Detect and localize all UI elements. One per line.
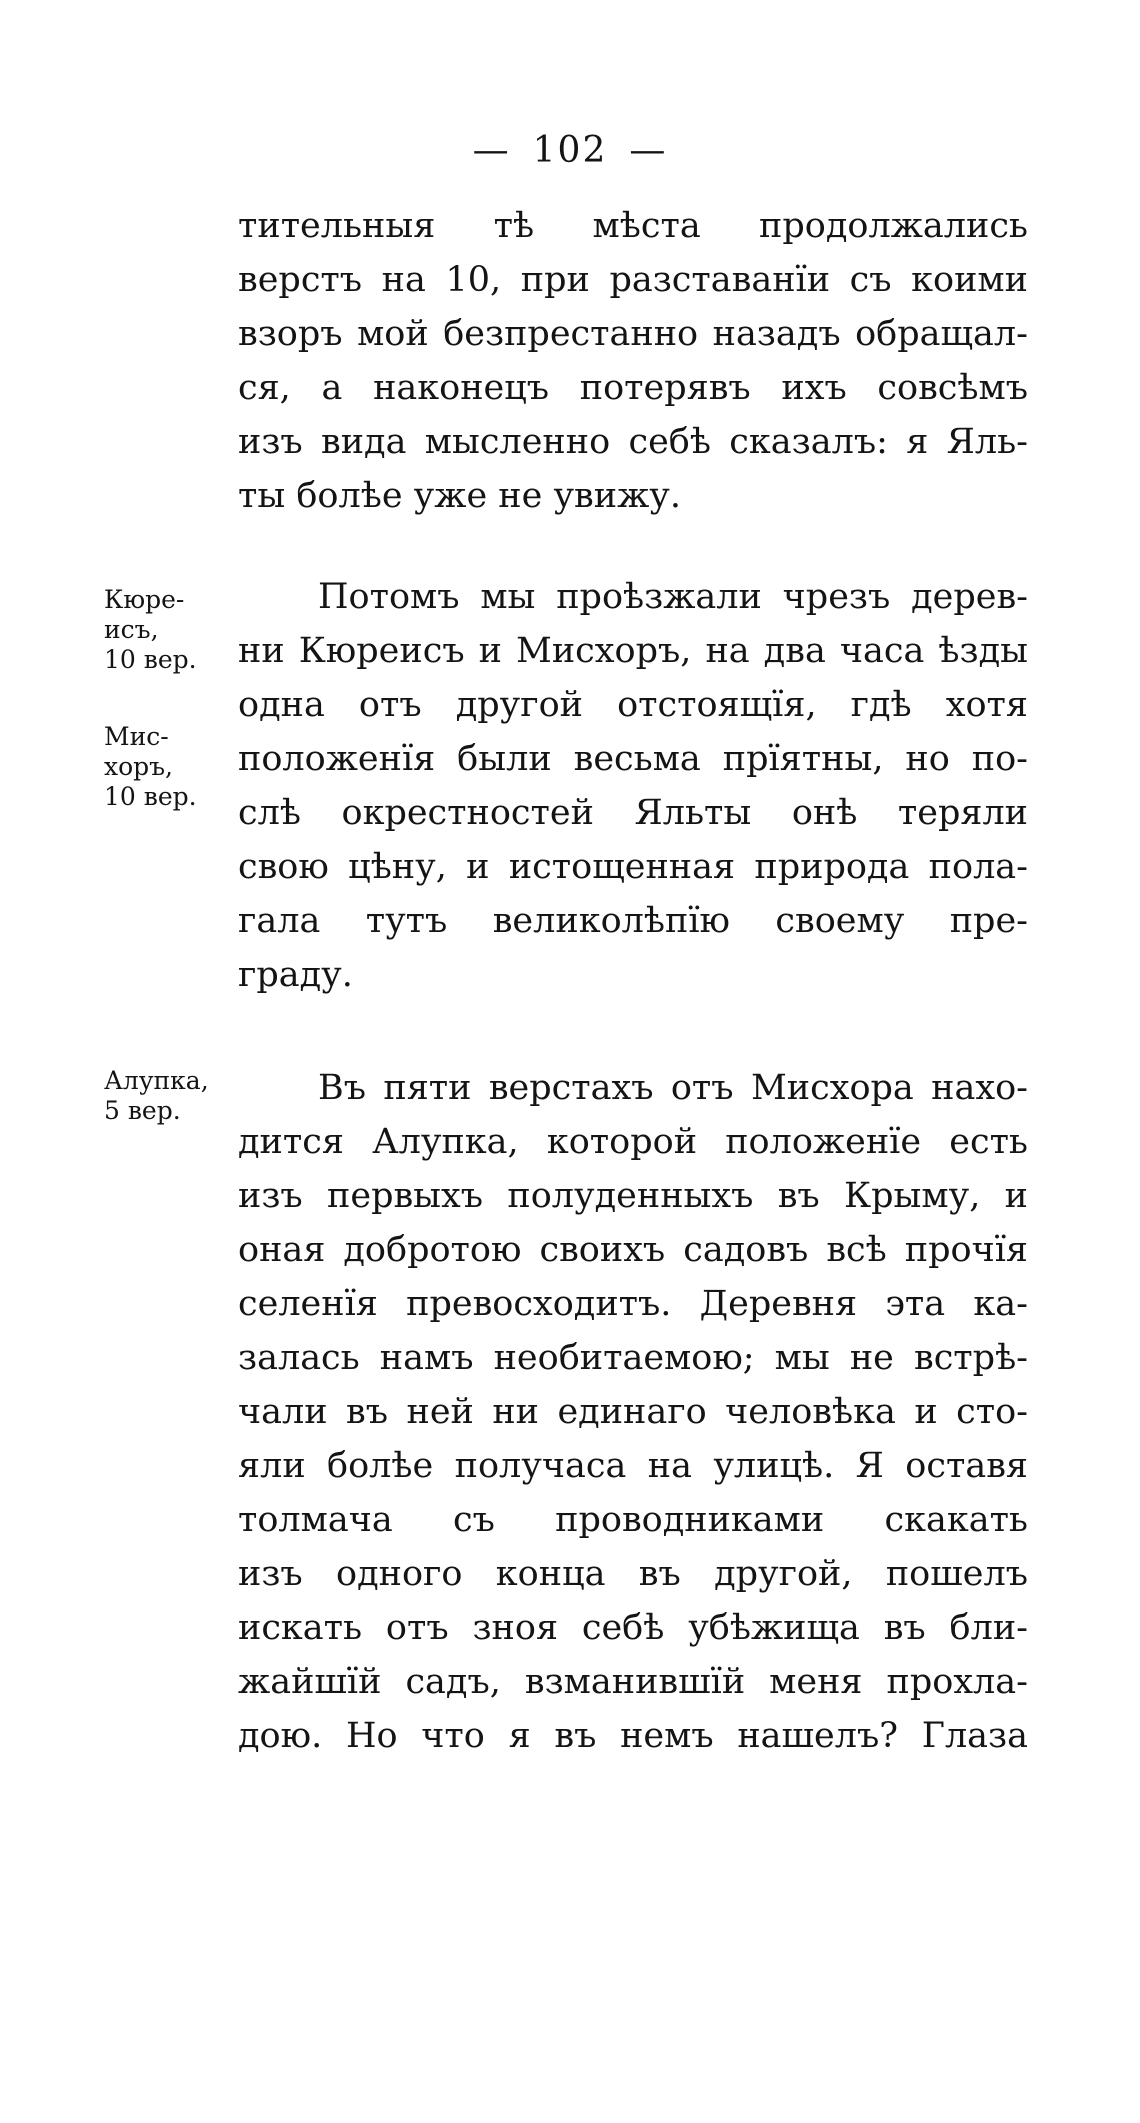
margin-note-line: 10 вер.	[104, 782, 197, 811]
text-line: изъ первыхъ полуденныхъ въ Крыму, и	[238, 1176, 1028, 1216]
margin-note-kyureis	[104, 585, 244, 675]
text-line: дою. Но что я въ немъ нашелъ? Глаза	[238, 1716, 1028, 1756]
text-line: ты болѣе уже не увижу.	[238, 476, 682, 516]
text-line: гала тутъ великолѣпїю своему пре-	[238, 901, 1028, 941]
text-line: одна отъ другой отстоящїя, гдѣ хотя	[238, 685, 1028, 725]
paragraph-kyureis-miskhor	[238, 570, 1028, 1002]
margin-note-line: Алупка,	[104, 1066, 209, 1095]
page-number-dash-right: —	[629, 130, 668, 171]
paragraph-alupka	[238, 1061, 1028, 1763]
text-line: верстъ на 10, при разставанїи съ коими	[238, 260, 1028, 300]
margin-note-miskhor	[104, 722, 244, 812]
text-line: свою цѣну, и истощенная природа пола-	[238, 847, 1028, 887]
text-line: Въ пяти верстахъ отъ Мисхора нахо-	[318, 1068, 1028, 1108]
text-line: дится Алупка, которой положенїе есть	[238, 1122, 1028, 1162]
text-line: положенїя были весьма прїятны, но по-	[238, 739, 1028, 779]
text-line: Потомъ мы проѣзжали чрезъ дерев-	[318, 577, 1028, 617]
text-line: граду.	[238, 955, 353, 995]
text-line: изъ одного конца въ другой, пошелъ	[238, 1554, 1028, 1594]
text-line: слѣ окрестностей Яльты онѣ теряли	[238, 793, 1028, 833]
margin-note-line: 5 вер.	[104, 1096, 181, 1125]
margin-note-alupka	[104, 1066, 244, 1126]
margin-note-line: Кюре-	[104, 585, 185, 614]
text-line: жайшїй садъ, взманившїй меня прохла-	[238, 1662, 1028, 1702]
text-line: ся, а наконецъ потерявъ ихъ совсѣмъ	[238, 368, 1028, 408]
text-line: толмача съ проводниками скакать	[238, 1500, 1028, 1540]
text-line: взоръ мой безпрестанно назадъ обращал-	[238, 314, 1028, 354]
text-line: чали въ ней ни единаго человѣка и сто-	[238, 1392, 1028, 1432]
text-line: тительныя тѣ мѣста продолжались	[238, 206, 1028, 246]
margin-note-line: хоръ,	[104, 752, 174, 781]
page-number	[0, 130, 1140, 171]
text-line: оная добротою своихъ садовъ всѣ прочїя	[238, 1230, 1028, 1270]
text-line: яли болѣе получаса на улицѣ. Я оставя	[238, 1446, 1028, 1486]
text-line: изъ вида мысленно себѣ сказалъ: я Яль-	[238, 422, 1028, 462]
paragraph-continuation	[238, 199, 1028, 523]
text-line: селенїя превосходитъ. Деревня эта ка-	[238, 1284, 1028, 1324]
page-number-dash-left: —	[472, 130, 511, 171]
text-line: искать отъ зноя себѣ убѣжища въ бли-	[238, 1608, 1028, 1648]
text-line: ни Кюреисъ и Мисхоръ, на два часа ѣзды	[238, 631, 1028, 671]
margin-note-line: Мис-	[104, 722, 169, 751]
text-line: залась намъ необитаемою; мы не встрѣ-	[238, 1338, 1028, 1378]
page-number-value: 102	[532, 130, 608, 171]
margin-note-line: 10 вер.	[104, 645, 197, 674]
margin-note-line: исъ,	[104, 615, 159, 644]
